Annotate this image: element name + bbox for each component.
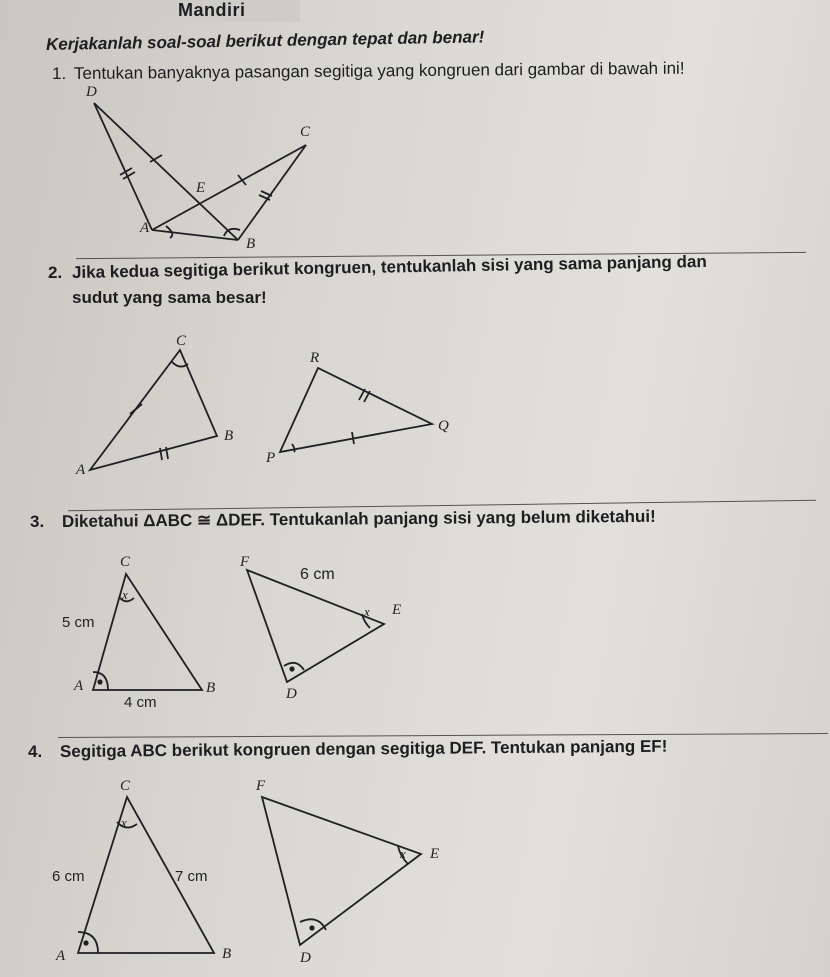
q4-number: 4. bbox=[28, 742, 43, 761]
q3-label-x2: x bbox=[364, 604, 370, 619]
q2-triangle-abc bbox=[90, 350, 217, 470]
q3-label-c: C bbox=[120, 554, 131, 570]
q2-label-b: B bbox=[224, 428, 234, 444]
q2-label-q: Q bbox=[438, 418, 449, 434]
q4-label-f: F bbox=[256, 778, 266, 794]
q1-number: 1. bbox=[52, 64, 67, 83]
q4-measure-bc: 7 cm bbox=[175, 868, 208, 885]
q1-tick-3 bbox=[238, 175, 246, 185]
q4-figure-def bbox=[262, 797, 421, 945]
q4-dot-d bbox=[309, 925, 314, 930]
q2-label-a: A bbox=[76, 462, 86, 478]
q4-label-e: E bbox=[430, 846, 440, 862]
q4-label-a: A bbox=[56, 948, 66, 964]
q3-measure-fe: 6 cm bbox=[300, 566, 335, 583]
q3-measure-ac: 5 cm bbox=[62, 614, 95, 631]
q3-label-e: E bbox=[392, 602, 402, 618]
q1-segment-da bbox=[94, 103, 152, 230]
q4-triangle-def bbox=[262, 797, 421, 945]
q4-text: Segitiga ABC berikut kongruen dengan segitiga DEF. Tentukan panjang EF! bbox=[59, 736, 668, 761]
q2-triangle-pqr bbox=[280, 368, 432, 452]
q2-figure-abc bbox=[90, 350, 217, 470]
q3-label-a: A bbox=[74, 678, 84, 694]
q3-figure-abc bbox=[93, 574, 202, 690]
q3-dot-d bbox=[289, 666, 294, 671]
q1-figure bbox=[94, 103, 306, 240]
q1-label-b: B bbox=[246, 236, 256, 252]
q2-tick-ab-1 bbox=[160, 448, 162, 460]
q2-figure-pqr bbox=[280, 368, 432, 452]
q3-number: 3. bbox=[30, 512, 45, 531]
q2-tick-ac bbox=[130, 404, 142, 414]
q4-measure-ac: 6 cm bbox=[52, 868, 85, 885]
q1-label-c: C bbox=[300, 124, 311, 140]
q3-triangle-abc bbox=[93, 574, 202, 690]
q2-text-line2: sudut yang sama besar! bbox=[72, 288, 267, 307]
q3-measure-ab: 4 cm bbox=[124, 694, 157, 711]
q2-text-line1: Jika kedua segitiga berikut kongruen, tentukanlah sisi yang sama panjang dan bbox=[71, 251, 707, 282]
q4-label-c: C bbox=[120, 778, 131, 794]
q3-label-f: F bbox=[240, 554, 250, 570]
instruction-text: Kerjakanlah soal-soal berikut dengan tepat dan benar! bbox=[45, 27, 485, 54]
q3-text: Diketahui ΔABC ≅ ΔDEF. Tentukanlah panjang sisi yang belum diketahui! bbox=[61, 506, 656, 531]
q3-label-d: D bbox=[286, 686, 297, 702]
q1-segment-ac bbox=[152, 145, 306, 230]
q3-label-b: B bbox=[206, 680, 216, 696]
q4-dot-a bbox=[83, 940, 88, 945]
q1-segment-bc bbox=[238, 145, 306, 240]
q2-angle-p bbox=[292, 444, 295, 452]
q1-label-e: E bbox=[196, 180, 206, 196]
q2-label-c: C bbox=[176, 333, 187, 349]
q1-text: Tentukan banyaknya pasangan segitiga yang kongruen dari gambar di bawah ini! bbox=[73, 58, 685, 83]
q1-segment-db bbox=[94, 103, 238, 240]
q4-label-x1: x bbox=[121, 815, 127, 830]
q4-angle-c bbox=[117, 822, 137, 828]
q1-label-a: A bbox=[140, 220, 150, 236]
q2-label-r: R bbox=[310, 350, 320, 366]
q4-label-d: D bbox=[300, 950, 311, 966]
q2-label-p: P bbox=[266, 450, 276, 466]
q2-tick-rq-1 bbox=[359, 389, 365, 400]
q4-label-x2: x bbox=[400, 846, 406, 861]
q3-dot-a bbox=[97, 679, 102, 684]
header-title: Mandiri bbox=[178, 0, 246, 20]
q2-tick-pq bbox=[352, 432, 354, 444]
q1-label-d: D bbox=[86, 84, 97, 100]
q2-number: 2. bbox=[48, 263, 63, 282]
q3-figure-def bbox=[247, 570, 384, 682]
q3-label-x1: x bbox=[122, 587, 128, 602]
q3-triangle-def bbox=[247, 570, 384, 682]
q4-label-b: B bbox=[222, 946, 232, 962]
